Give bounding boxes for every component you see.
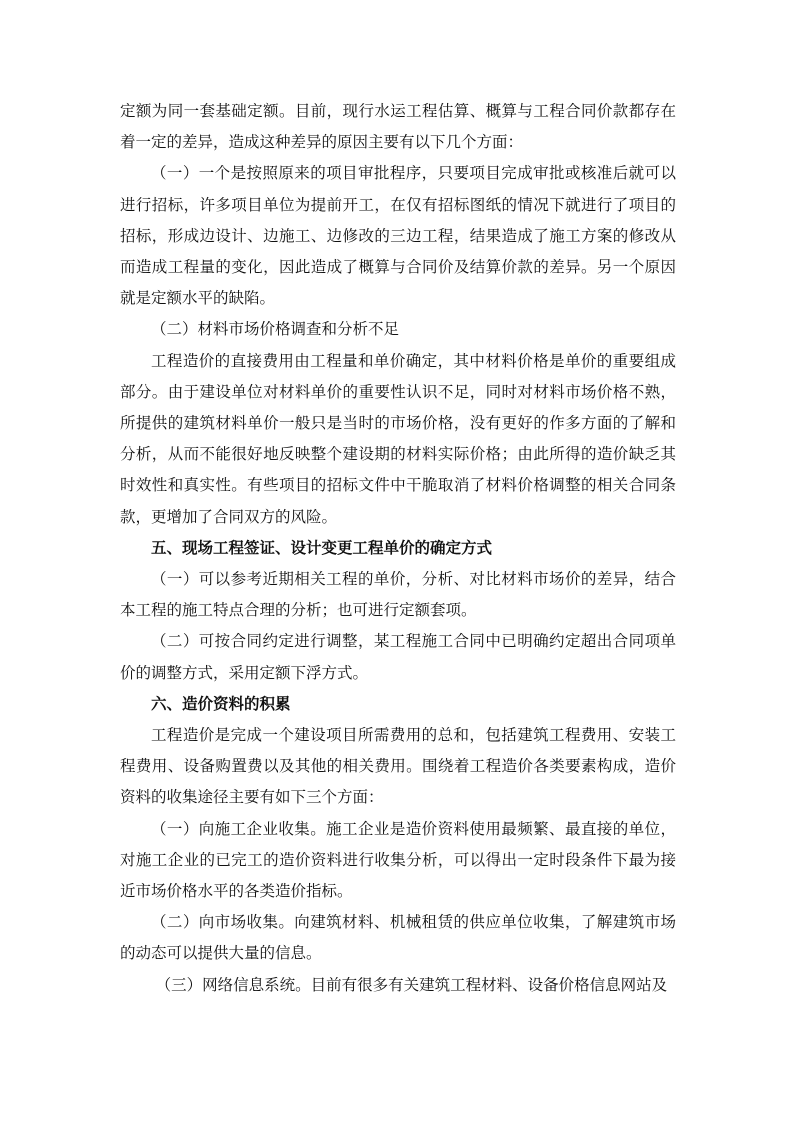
paragraph-material-price: 工程造价的直接费用由工程量和单价确定，其中材料价格是单价的重要组成部分。由于建设单位对材料单价的重要性认识不足，同时对材料市场价格不熟，所提供的建筑材料单价一般只是当时的市场价格，没有更好的作多方面的了解和分析，从而不能很好地反映整个建设期的材料实际价格；由此所得的造价缺乏其时效性和真实性。有些项目的招标文件中干脆取消了材料价格调整的相关合同条款，更增加了合同双方的风险。 bbox=[120, 351, 676, 526]
section-heading-5: 五、现场工程签证、设计变更工程单价的确定方式 bbox=[151, 538, 493, 557]
paragraph-item-1-project-approval: （一）一个是按照原来的项目审批程序，只要项目完成审批或核准后就可以进行招标，许多项目单位为提前开工，在仅有招标图纸的情况下就进行了项目的招标，形成边设计、边施工、边修改的三边工程，结果造成了施工方案的修改从而造成工程量的变化，因此造成了概算与合同价及结算价款的差异。另一个原因就是定额水平的缺陷。 bbox=[120, 164, 676, 308]
paragraph-section6-item-1: （一）向施工企业收集。施工企业是造价资料使用最频繁、最直接的单位，对施工企业的已完工的造价资料进行收集分析，可以得出一定时段条件下最为接近市场价格水平的各类造价指标。 bbox=[120, 819, 676, 901]
paragraph-cost-definition: 工程造价是完成一个建设项目所需费用的总和，包括建筑工程费用、安装工程费用、设备购置费以及其他的相关费用。围绕着工程造价各类要素构成，造价资料的收集途径主要有如下三个方面： bbox=[120, 726, 676, 807]
paragraph-section5-item-1: （一）可以参考近期相关工程的单价，分析、对比材料市场价的差异，结合本工程的施工特点合理的分析；也可进行定额套项。 bbox=[120, 570, 676, 620]
paragraph-section5-item-2: （二）可按合同约定进行调整，某工程施工合同中已明确约定超出合同项单价的调整方式，采用定额下浮方式。 bbox=[120, 632, 676, 682]
paragraph-section6-item-3: （三）网络信息系统。目前有很多有关建筑工程材料、设备价格信息网站及 bbox=[155, 975, 668, 994]
paragraph-section6-item-2: （二）向市场收集。向建筑材料、机械租赁的供应单位收集，了解建筑市场的动态可以提供大量的信息。 bbox=[120, 913, 676, 963]
section-heading-6: 六、造价资料的积累 bbox=[151, 694, 291, 713]
paragraph-item-2-title: （二）材料市场价格调查和分析不足 bbox=[151, 320, 400, 339]
document-body bbox=[120, 96, 676, 1001]
paragraph-continuation: 定额为同一套基础定额。目前，现行水运工程估算、概算与工程合同价款都存在着一定的差异，造成这种差异的原因主要有以下几个方面： bbox=[120, 102, 676, 152]
